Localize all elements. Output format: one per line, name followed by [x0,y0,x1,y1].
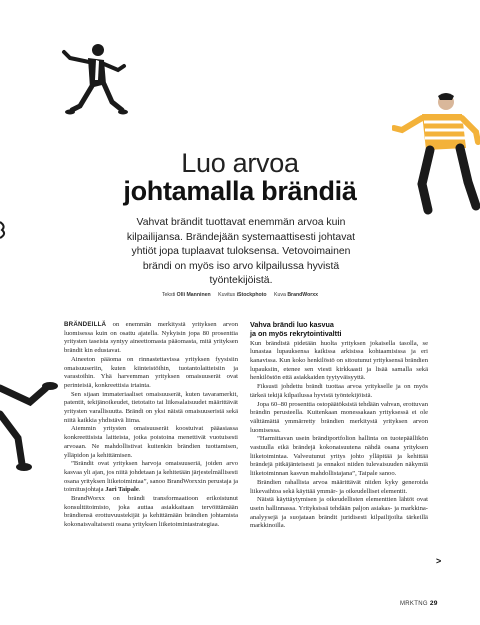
lead-paragraph: Vahvat brändit tuottavat enemmän arvoa kuin kilpailijansa. Brändejään systemaattisesti johtavat yhtiöt jopa tuplaavat tuloksensa. Vetovoimainen brändi on myös iso arvo kilpailussa hyvistä työntekijöistä. [126,217,356,287]
body-column-left [64,321,238,530]
body-paragraph: Aineeton pääoma on rinnastettavissa yrityksen fyysisiin omaisuuseriin, kuten kiinteistöihin, tuotantolaitteisiin ja varastoihin. Yhä harvemman yrityksen omaisuuserät ovat perinteisiä, konkreettisia irtaintа. [64,355,238,389]
magazine-name: MRKTNG [400,601,428,607]
lead-in-word: BRÄNDEILLÄ [64,321,107,328]
body-paragraph: Fiksusti johdettu brändi tuottaa arvoa yritykselle ja on myös tärkeä tekijä kilpailussa hyvistä työntekijöistä. [250,383,428,399]
credit-image: Kuva BrandWorxx [274,292,319,298]
credits-line [0,292,480,298]
body-paragraph: Kun brändistä pidetään huolta yrityksen jokaisella tasolla, se lunastaa lupauksensa kaikissa arkisissa kohtaamisissa ja eri kanavissa. Kun koko henkilöstö on sitoutunut yrityksensä brändien lupauksiin, etenee sen viesti kirkkaasti ja lisää samalla sekä henkilöstön että asiakkaiden tyytyväisyyttä. [250,339,428,382]
floating-businessman-illustration-top-left [58,40,128,125]
body-paragraph: Jopa 60–80 prosenttia ostopäätöksistä tehdään vahvan, erottuvan brändin perusteella. Kuitenkaan monessakaan yrityksessä ei ole välttämättä ymmärretty brändien merkitystä yrityksen arvon luomisessa. [250,400,428,434]
subheading: Vahva brändi luo kasvua ja on myös rekrytointivaltti [250,320,342,338]
credit-illustration: Kuvitus iStockphoto [218,292,267,298]
person-name: Jari Taipale [105,486,139,494]
credit-text: Teksti Olli Manninen [161,292,211,298]
headline-line-1: Luo arvoa [181,148,299,178]
body-column-right [250,321,428,531]
body-paragraph-quote: ”Harmittavan usein brändiportfolion hallinta on tuotepäällikön vastuulla eikä brändejä kokonaisuutena nähdä osana yrityksen liiketoimintaa. Valveutunut yritys johto ylläpitää ja kehittää brändejä pitkäjänteisesti ja ennakoi niiden tulevaisuuden näkymiä liiketoiminnan kasvun mahdollistajana”, Taipale sanoo. [250,435,428,478]
body-paragraph-quote: ”Brändit ovat yrityksen harvoja omaisuuseriä, joiden arvo kasvaa yli ajan, jos niitä johdetaan ja kehitetään järjestelmällisesti osana yrityksen liiketoimintaa”, sanoo BrandWorxxin perustaja ja toimitusjohtaja Jari Taipale. [64,460,238,494]
body-paragraph: Sen sijaan immateriaaliset omaisuuserät, kuten tavaramerkit, patentit, tekijänoikeudet, tietotaito tai liikesalaisuudet määrittävät yritysten varallisuutta. Brändi on yksi näistä omaisuuseristä sekä niitä kaikkia yhdistävä liima. [64,390,238,424]
body-paragraph: Näistä käyttäytymisen ja oikeudellisten elementtien lähtöt ovat usein hallinnassa. Yrityksissä tehdään paljon asiakas- ja markkina-analyysejä ja suojataan brändit juridisesti kilpailijoilta tärkeillä markkinoilla. [250,496,428,530]
edge-illustration-fragment [0,220,8,240]
body-paragraph: Brändien rahallista arvoa määrittävät niiden kyky generoida liikevaihtoa sekä käyttää ymmär- ja oikeudelliset elementit. [250,478,428,495]
headline-line-2: johtamalla brändiä [123,176,357,206]
body-paragraph: BrandWorxx on brändi transformaatioon erikoistunut konsulttitoimisto, joka auttaa asiakkaitaan tervöittämään brändiensä erottuvuustekijät ja kehittämään brändien johtamista kokonaisvaltaisesti osana yrityksen liiketoimintastrategiaa. [64,495,238,529]
continue-arrow-icon: > [436,556,442,566]
body-paragraph: BRÄNDEILLÄ on enemmän merkitystä yrityksen arvon luomisessa kuin on osattu ajatella. Nykyisin jopa 80 prosenttia yritysten taseista syntyy aineettomasta pääomasta, mitä yrityksen brändit kin edustavat. [64,321,238,355]
page-folio [400,600,438,607]
body-paragraph: Aiemmin yritysten omaisuuserät koostuivat pääasiassa konkreettisista laitteista, jotka poistoina menettivät vuotuisesti arvoaan. Ne mahdollistivat kuitenkin brändien tuottamisen, ylläpidon ja kehittämisen. [64,425,238,459]
page-number: 29 [429,600,438,607]
